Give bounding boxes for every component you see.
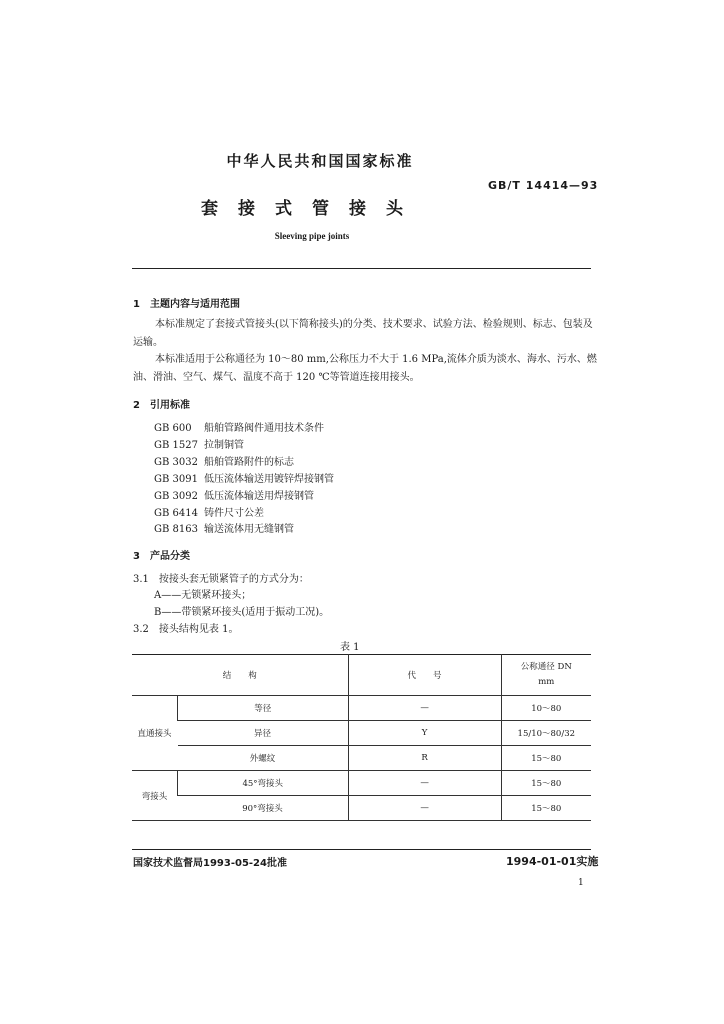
- section-3-heading: 3 产品分类: [133, 551, 190, 562]
- clause-3-1-a: A——无锁紧环接头；: [154, 590, 252, 601]
- reference-item: GB 1527 拉制铜管: [154, 440, 244, 451]
- header-nominal-diameter: [501, 655, 591, 696]
- row-dn: 15～80: [501, 796, 591, 821]
- footer-rule: [132, 849, 591, 850]
- row-dn: 15～80: [501, 771, 591, 796]
- table-row: [132, 771, 591, 796]
- effective-date: 1994-01-01实施: [506, 855, 599, 868]
- row-structure: 异径: [178, 721, 349, 746]
- row-code: —: [348, 696, 501, 721]
- standard-number: GB/T 14414—93: [488, 179, 599, 192]
- section-1-para-1b: 运输。: [133, 337, 163, 348]
- section-2-heading: 2 引用标准: [133, 400, 190, 411]
- document-title-english: Sleeving pipe joints: [274, 231, 350, 241]
- row-code: Y: [348, 721, 501, 746]
- group-elbow-joint: 弯接头: [132, 771, 178, 821]
- table-row: [132, 696, 591, 721]
- row-dn: 15～80: [501, 746, 591, 771]
- section-1-para-1a: 本标准规定了套接式管接头(以下简称接头)的分类、技术要求、试验方法、检验规则、标志、包装及: [155, 319, 593, 330]
- row-dn: 10～80: [501, 696, 591, 721]
- page-number: 1: [578, 878, 584, 888]
- section-1-heading: 1 主题内容与适用范围: [133, 299, 240, 310]
- section-1-para-2b: 油、滑油、空气、煤气、温度不高于 120 ℃等管道连接用接头。: [133, 372, 420, 383]
- reference-item: GB 3091 低压流体输送用镀锌焊接钢管: [154, 474, 334, 485]
- clause-3-1-b: B——带锁紧环接头(适用于振动工况)。: [154, 607, 330, 618]
- table-1-caption: 表 1: [340, 642, 360, 653]
- clause-3-1: 3.1 按接头套无锁紧管子的方式分为：: [133, 574, 309, 585]
- standard-name: 中华人民共和国国家标准: [226, 152, 414, 170]
- reference-item: GB 600 船舶管路阀件通用技术条件: [154, 423, 324, 434]
- row-structure: 等径: [178, 696, 349, 721]
- row-code: R: [348, 746, 501, 771]
- table-row: [132, 746, 591, 771]
- reference-item: GB 3032 船舶管路附件的标志: [154, 457, 294, 468]
- group-straight-joint: 直通接头: [132, 696, 178, 771]
- row-code: —: [348, 796, 501, 821]
- header-structure: 结 构: [132, 655, 348, 696]
- row-structure: 90°弯接头: [178, 796, 349, 821]
- table-row: [132, 721, 591, 746]
- document-title: 套接式管接头: [201, 199, 423, 219]
- row-structure: 45°弯接头: [178, 771, 349, 796]
- row-dn: 15/10～80/32: [501, 721, 591, 746]
- row-code: —: [348, 771, 501, 796]
- header-rule: [132, 268, 591, 269]
- table-1: [132, 654, 591, 821]
- header-code: 代 号: [348, 655, 501, 696]
- reference-item: GB 6414 铸件尺寸公差: [154, 508, 264, 519]
- reference-item: GB 3092 低压流体输送用焊接钢管: [154, 491, 314, 502]
- header-dn-label: 公称通径 DN: [520, 662, 572, 672]
- section-1-para-2a: 本标准适用于公称通径为 10～80 mm,公称压力不大于 1.6 MPa,流体介质为淡水、海水、污水、燃: [155, 354, 597, 365]
- row-structure: 外螺纹: [178, 746, 349, 771]
- table-row: [132, 796, 591, 821]
- clause-3-2: 3.2 接头结构见表 1。: [133, 624, 239, 635]
- reference-item: GB 8163 输送流体用无缝钢管: [154, 524, 294, 535]
- header-dn-unit: mm: [538, 677, 555, 687]
- table-header-row: [132, 655, 591, 696]
- approval-note: 国家技术监督局1993-05-24批准: [133, 858, 287, 869]
